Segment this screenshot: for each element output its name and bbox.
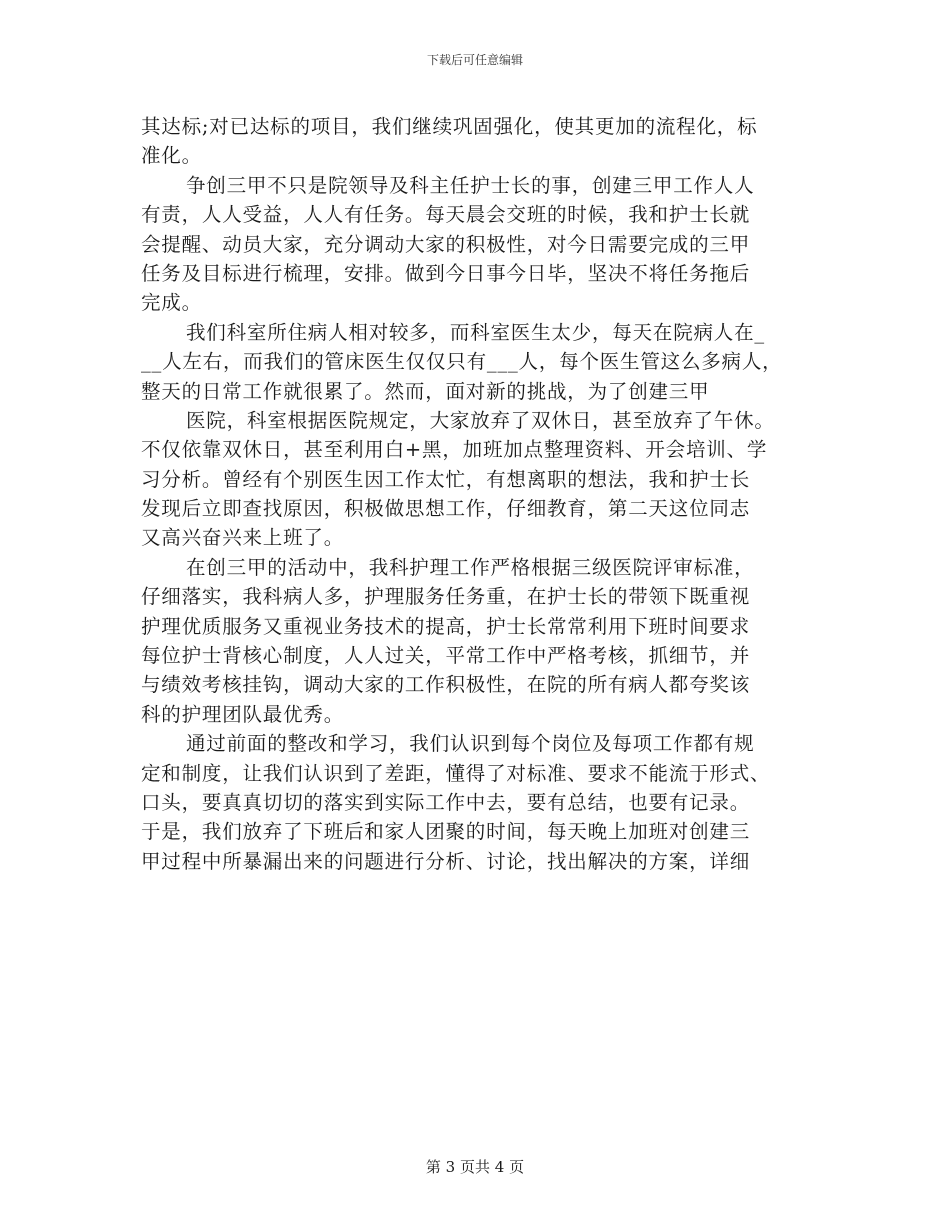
body-line: 又高兴奋兴来上班了。 xyxy=(141,526,345,550)
body-line: 口头，要真真切切的落实到实际工作中去，要有总结，也要有记录。 xyxy=(141,790,751,814)
document-body xyxy=(141,112,821,876)
page-number: 第 3 页共 4 页 xyxy=(425,1158,525,1176)
body-line: 有责，人人受益，人人有任务。每天晨会交班的时候，我和护士长就 xyxy=(141,203,751,227)
body-line: 任务及目标进行梳理，安排。做到今日事今日毕，坚决不将任务拖后 xyxy=(141,261,751,285)
body-line: 于是，我们放弃了下班后和家人团聚的时间，每天晚上加班对创建三 xyxy=(141,820,751,844)
body-line: 医院，科室根据医院规定，大家放弃了双休日，甚至放弃了午休。 xyxy=(186,408,775,432)
body-line: 争创三甲不只是院领导及科主任护士长的事，创建三甲工作人人 xyxy=(186,173,755,197)
body-line: 护理优质服务又重视业务技术的提高，护士长常常利用下班时间要求 xyxy=(141,614,751,638)
body-line: 在创三甲的活动中，我科护理工作严格根据三级医院评审标准， xyxy=(186,555,755,579)
body-line: 习分析。曾经有个别医生因工作太忙，有想离职的想法，我和护士长 xyxy=(141,467,751,491)
body-line: 准化。 xyxy=(141,144,202,168)
body-line: __人左右，而我们的管床医生仅仅只有___人，每个医生管这么多病人， xyxy=(141,350,783,374)
body-line: 与绩效考核挂钩，调动大家的工作积极性，在院的所有病人都夸奖该 xyxy=(141,673,751,697)
body-line: 其达标;对已达标的项目，我们继续巩固强化，使其更加的流程化，标 xyxy=(141,115,758,138)
body-line: 科的护理团队最优秀。 xyxy=(141,702,345,726)
body-line: 会提醒、动员大家，充分调动大家的积极性，对今日需要完成的三甲 xyxy=(141,232,751,256)
body-line: 整天的日常工作就很累了。然而，面对新的挑战，为了创建三甲 xyxy=(141,379,710,403)
body-line: 通过前面的整改和学习，我们认识到每个岗位及每项工作都有规 xyxy=(186,732,755,756)
body-line: 定和制度，让我们认识到了差距，懂得了对标准、要求不能流于形式、 xyxy=(141,761,771,785)
body-line: 甲过程中所暴漏出来的问题进行分析、讨论，找出解决的方案，详细 xyxy=(141,849,751,873)
body-line: 仔细落实，我科病人多，护理服务任务重，在护士长的带领下既重视 xyxy=(141,585,751,609)
body-line: 不仅依靠双休日，甚至利用白+黑，加班加点整理资料、开会培训、学 xyxy=(141,438,768,462)
body-line: 我们科室所住病人相对较多，而科室医生太少，每天在院病人在_ xyxy=(186,320,765,344)
body-line: 完成。 xyxy=(141,291,202,315)
body-line: 每位护士背核心制度，人人过关，平常工作中严格考核，抓细节，并 xyxy=(141,644,751,668)
page-header: 下载后可任意编辑 xyxy=(426,53,523,67)
body-line: 发现后立即查找原因，积极做思想工作，仔细教育，第二天这位同志 xyxy=(141,497,751,521)
